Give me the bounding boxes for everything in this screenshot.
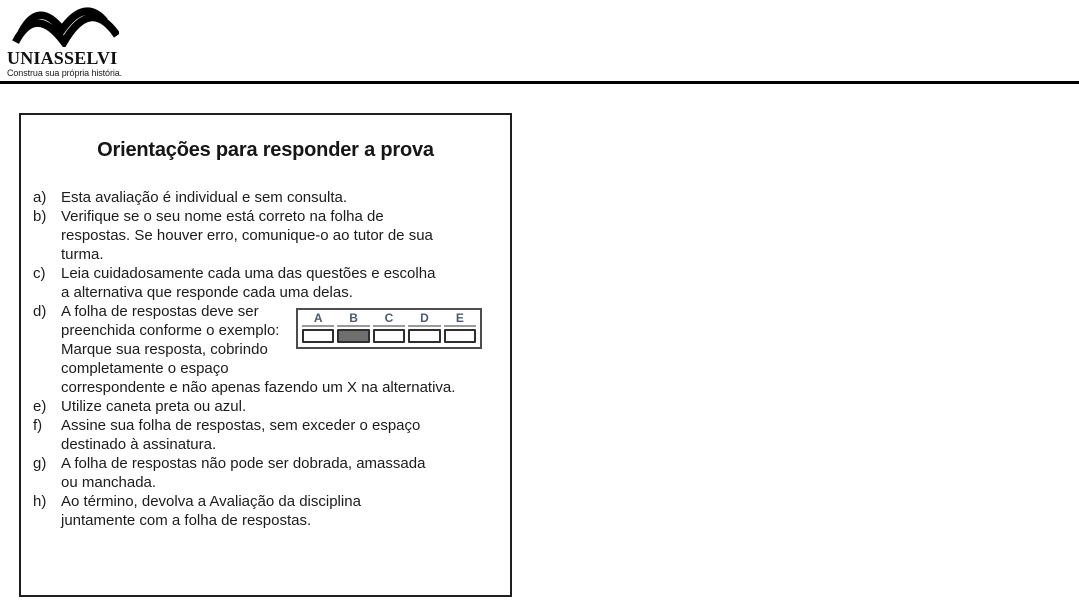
item-marker: b) [33,208,47,225]
answer-bubble [302,329,334,343]
answer-letter: D [408,312,440,327]
instruction-item-f [21,416,510,454]
instructions-list [21,188,510,530]
instruction-item-a [21,188,510,207]
logo-tagline: Construa sua própria história. [7,68,123,78]
answer-bubble [408,329,440,343]
answer-sheet-example [296,308,482,349]
item-text: Utilize caneta preta ou azul. [61,398,247,415]
item-marker: e) [33,398,47,415]
instruction-item-c [21,264,510,302]
answer-letter: C [373,312,405,327]
answer-cell [302,312,334,343]
item-text: Esta avaliação é individual e sem consulta. [61,189,347,206]
item-marker: d) [33,303,47,320]
bird-logo-icon [7,3,119,47]
item-text: A folha de respostas não pode ser dobrada, amassada ou manchada. [61,455,426,491]
answer-letter: E [444,312,476,327]
answer-bubble [337,329,369,343]
answer-cell [444,312,476,343]
answer-cell [408,312,440,343]
instruction-item-h [21,492,510,530]
item-text: Ao término, devolva a Avaliação da disciplina juntamente com a folha de respostas. [61,493,361,529]
instructions-box [19,113,512,597]
item-text-before-example: A folha de respostas deve ser preenchida conforme o exemplo: [61,303,280,339]
item-marker: c) [33,265,46,282]
instruction-item-b [21,207,510,264]
instruction-item-g [21,454,510,492]
answer-bubble [373,329,405,343]
answer-letter: B [337,312,369,327]
answer-letter: A [302,312,334,327]
header-divider [0,81,1079,84]
instruction-item-d [21,302,510,397]
item-text: Assine sua folha de respostas, sem exceder o espaço destinado à assinatura. [61,417,421,453]
item-marker: h) [33,493,47,510]
item-marker: g) [33,455,47,472]
item-text-after-example: Marque sua resposta, cobrindo completamente o espaço correspondente e não apenas fazendo um X na alternativa. [61,341,456,396]
item-text: Verifique se o seu nome está correto na folha de respostas. Se houver erro, comunique-o ao tutor de sua turma. [61,208,433,263]
answer-cell [373,312,405,343]
uniasselvi-logo [7,3,137,79]
item-marker: a) [33,189,47,206]
logo-brand-text: UNIASSELVI [7,48,118,68]
item-text [61,302,480,397]
instructions-title: Orientações para responder a prova [97,139,434,161]
answer-bubble [444,329,476,343]
item-marker: f) [33,417,43,434]
answer-cell [337,312,369,343]
item-text: Leia cuidadosamente cada uma das questões e escolha a alternativa que responde cada uma delas. [61,265,436,301]
instruction-item-e [21,397,510,416]
